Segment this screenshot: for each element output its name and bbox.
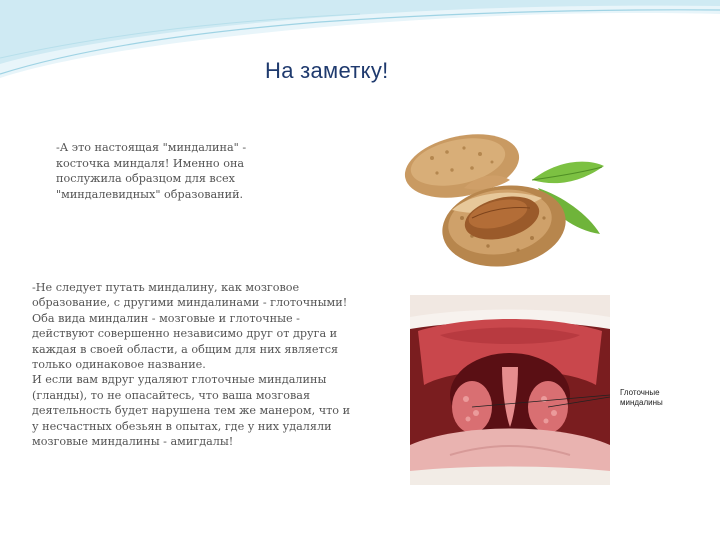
throat-image	[410, 295, 610, 485]
almond-paragraph: -А это настоящая "миндалина" - косточка миндаля! Именно она послужила образцом для всех "миндалевидных" образований.	[56, 141, 247, 201]
tonsils-paragraph-part1: -Не следует путать миндалину, как мозговое образование, с другими миндалинами - глоточными! Оба вида миндалин - мозговые и глоточные - действуют совершенно независимо друг от друга и каждая в своей области, а общим для них является только одинаковое название.	[32, 281, 348, 372]
tonsils-paragraph-part2: И если вам вдруг удаляют глоточные миндалины (гланды), то не опасайтесь, что ваша мозговая деятельность будет нарушена тем же манером, что и у несчастных обезьян в опытах, где у них удаляли мозговые миндалины - амигдалы!	[32, 373, 351, 449]
tonsils-caption	[620, 388, 700, 408]
almond-image	[392, 118, 612, 278]
tonsils-caption-line1: Глоточные	[620, 388, 660, 397]
tonsils-paragraph	[32, 280, 354, 449]
tonsils-caption-line2: миндалины	[620, 398, 663, 407]
slide-title: На заметку!	[265, 58, 389, 83]
